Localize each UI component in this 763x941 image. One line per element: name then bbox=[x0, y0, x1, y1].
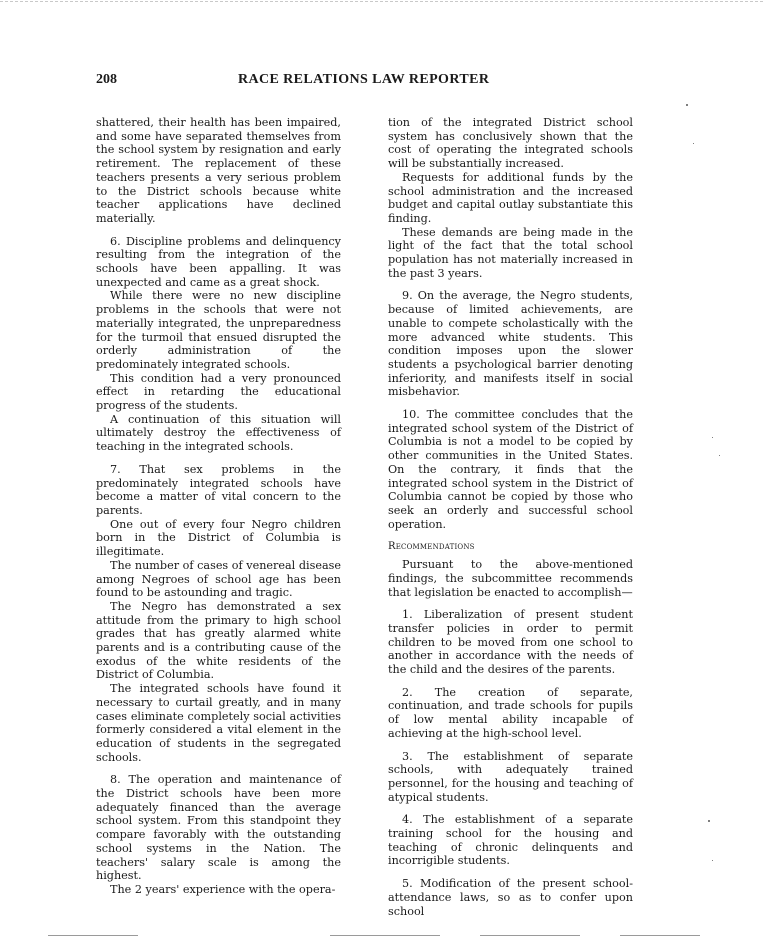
paragraph: The integrated schools have found it necessary to curtail greatly, and in many cases eliminate completely social activities formerly considered a vital element in the education of students in the segregated schools. bbox=[96, 682, 341, 764]
scan-speck bbox=[693, 143, 694, 144]
paragraph: shattered, their health has been impaired, and some have separated themselves from the school system by resignation and early retirement. The replacement of these teachers presents a very serious problem to the District schools because white teacher applications have declined materially. bbox=[96, 116, 341, 225]
scan-speck bbox=[686, 104, 688, 106]
section-heading: Recommendations bbox=[388, 541, 475, 553]
recommendation-item: 2. The creation of separate, continuation, and trade schools for pupils of low mental ability incapable of achieving at the high-school level. bbox=[388, 685, 633, 740]
finding-6: 6. Discipline problems and delinquency resulting from the integration of the schools have been appalling. It was unexpected and came as a great shock. bbox=[96, 234, 341, 289]
scan-speck bbox=[719, 455, 720, 456]
paragraph: One out of every four Negro children born in the District of Columbia is illegitimate. bbox=[96, 517, 341, 559]
page-number: 208 bbox=[96, 72, 117, 87]
paragraph: This condition had a very pronounced effect in retarding the educational progress of the students. bbox=[96, 371, 341, 413]
recommendation-item: 3. The establishment of separate schools, with adequately trained personnel, for the housing and teaching of atypical students. bbox=[388, 749, 633, 804]
finding-7: 7. That sex problems in the predominately integrated schools have become a matter of vital concern to the parents. bbox=[96, 462, 341, 517]
recommendations-intro: Pursuant to the above-mentioned findings, the subcommittee recommends that legislation be enacted to accomplish— bbox=[388, 558, 633, 599]
finding-10: 10. The committee concludes that the integrated school system of the District of Columbia is not a model to be copied by other communities in the United States. On the contrary, it finds that the integrated school system in the District of Columbia cannot be copied by those who seek an orderly and successful school operation. bbox=[388, 408, 633, 531]
recommendation-item: 5. Modification of the present school-attendance laws, so as to confer upon school bbox=[388, 877, 633, 918]
running-head: RACE RELATIONS LAW REPORTER bbox=[238, 72, 490, 87]
scan-artifact-rule bbox=[48, 935, 138, 936]
scan-speck bbox=[712, 437, 713, 438]
scan-speck bbox=[708, 820, 710, 822]
paragraph: The 2 years' experience with the opera- bbox=[110, 882, 336, 896]
right-column bbox=[388, 116, 633, 918]
paragraph: These demands are being made in the light of the fact that the total school population has not materially increased in the past 3 years. bbox=[388, 225, 633, 280]
paragraph: While there were no new discipline problems in the schools that were not materially integrated, the unpreparedness for the turmoil that ensued disrupted the orderly administration of the predominately integrated schools. bbox=[96, 289, 341, 371]
scan-speck bbox=[712, 860, 713, 861]
finding-9: 9. On the average, the Negro students, because of limited achievements, are unable to compete scholastically with the more advanced white students. This condition imposes upon the slower students a psychological barrier denoting inferiority, and manifests itself in social misbehavior. bbox=[388, 289, 633, 399]
paragraph: tion of the integrated District school system has conclusively shown that the cost of operating the integrated schools will be substantially increased. bbox=[388, 116, 633, 171]
recommendation-item: 4. The establishment of a separate training school for the housing and teaching of chronic delinquents and incorrigible students. bbox=[388, 813, 633, 868]
paragraph: The Negro has demonstrated a sex attitude from the primary to high school grades that has greatly alarmed white parents and is a contributing cause of the exodus of the white residents of the District of Columbia. bbox=[96, 599, 341, 682]
paragraph: Requests for additional funds by the school administration and the increased budget and capital outlay substantiate this finding. bbox=[388, 170, 633, 225]
finding-8: 8. The operation and maintenance of the District schools have been more adequately financed than the average school system. From this standpoint they compare favorably with the outstanding school systems in the Nation. The teachers' salary scale is among the highest. bbox=[96, 773, 341, 883]
scan-artifact-rule bbox=[620, 935, 700, 936]
paragraph: A continuation of this situation will ultimately destroy the effectiveness of teaching in the integrated schools. bbox=[96, 412, 341, 454]
scan-artifact-rule bbox=[330, 935, 440, 936]
left-column bbox=[96, 116, 341, 897]
paragraph: The number of cases of venereal disease among Negroes of school age has been found to be astounding and tragic. bbox=[96, 558, 341, 600]
recommendation-item: 1. Liberalization of present student transfer policies in order to permit children to be moved from one school to another in accordance with the needs of the child and the desires of the parents. bbox=[388, 608, 633, 677]
scan-artifact-rule bbox=[480, 935, 580, 936]
top-edge-rule bbox=[0, 1, 763, 2]
